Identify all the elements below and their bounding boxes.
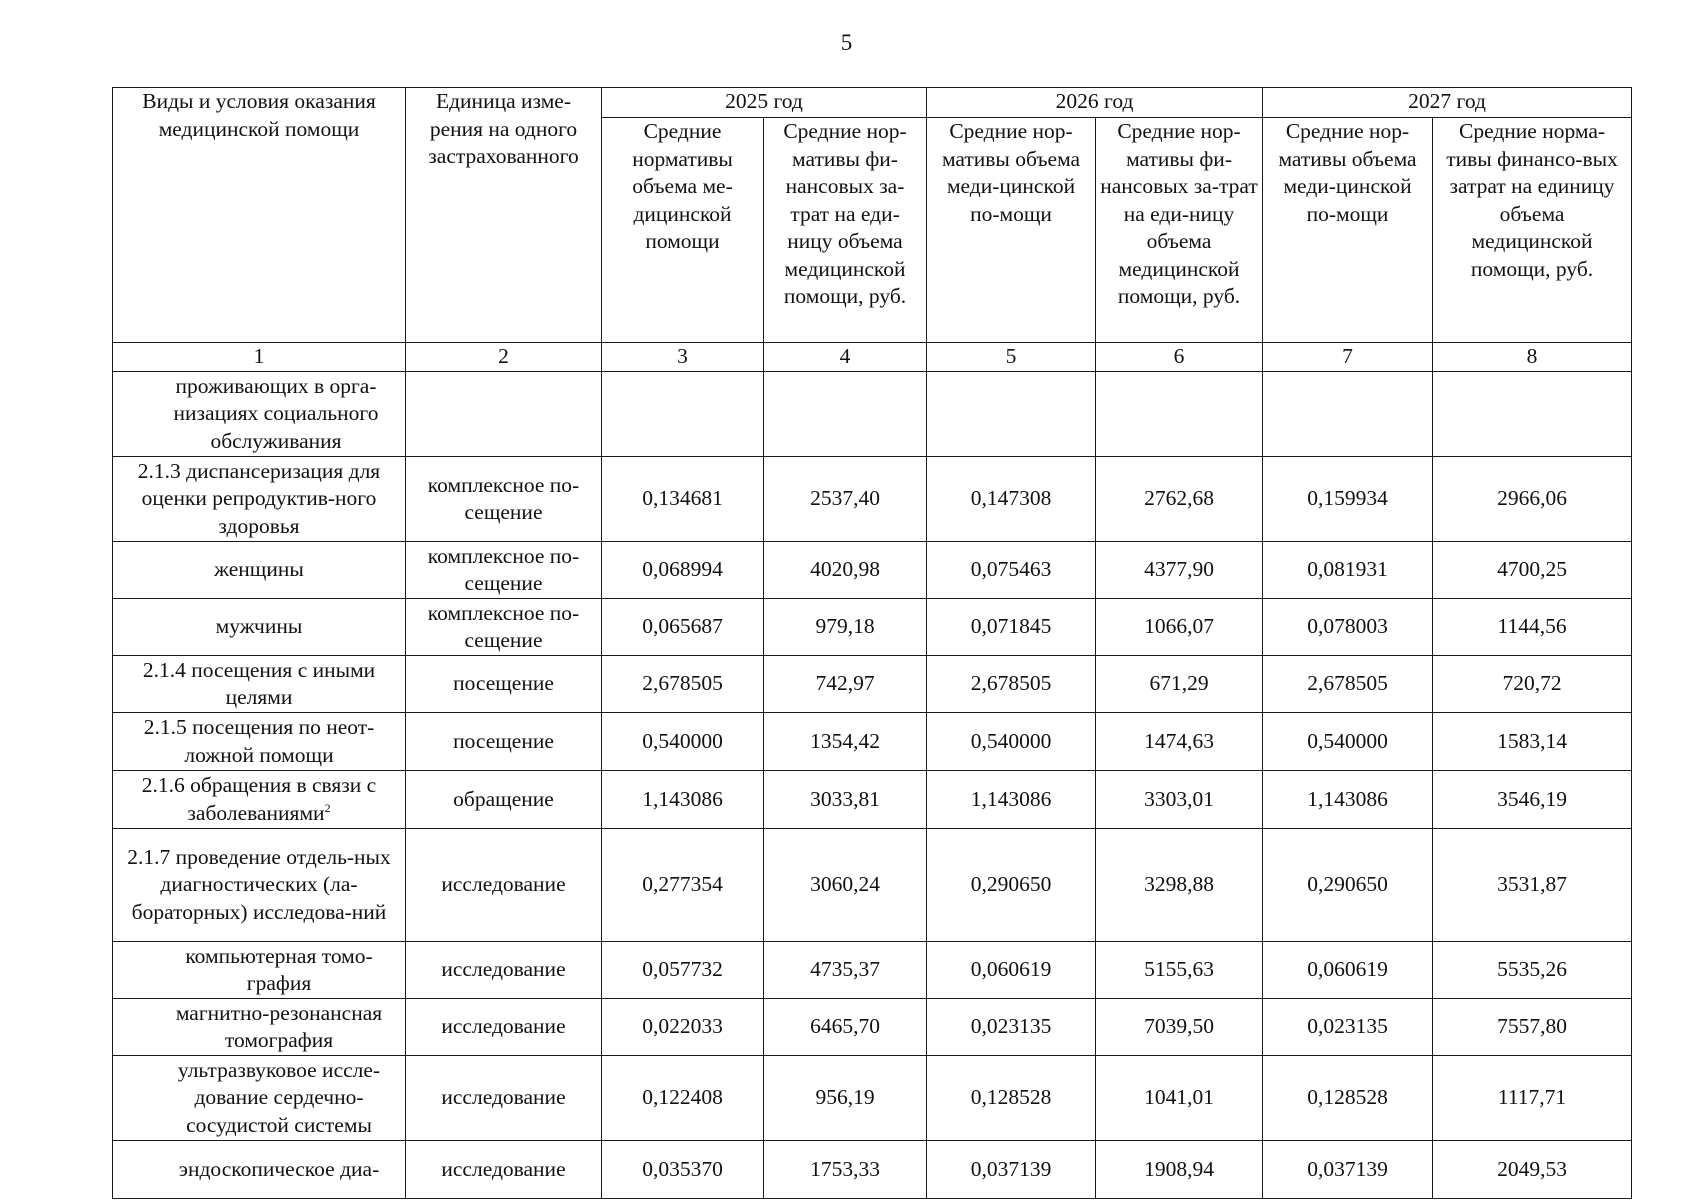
cell-value: [927, 372, 1096, 457]
header-cost-2027: Средние норма-тивы финансо-вых затрат на единицу объема медицинской помощи, руб.: [1433, 118, 1632, 343]
table-row: [113, 942, 1632, 999]
cell-value: 742,97: [764, 656, 927, 713]
table-row: [113, 829, 1632, 942]
cell-value: 0,022033: [602, 999, 764, 1056]
header-volume-2025: Средние нормативы объема ме-дицинской помощи: [602, 118, 764, 343]
header-care-types: Виды и условия оказания медицинской помощи: [113, 88, 406, 343]
row-label: проживающих в орга-низациях социального обслуживания: [113, 372, 406, 457]
cell-value: 0,290650: [927, 829, 1096, 942]
cell-value: 3033,81: [764, 771, 927, 829]
row-label-text: 2.1.6 обращения в связи с заболеваниями: [141, 773, 377, 825]
row-label: женщины: [113, 542, 406, 599]
cell-value: 1041,01: [1096, 1056, 1263, 1141]
cell-value: 2,678505: [602, 656, 764, 713]
cell-value: 0,037139: [1263, 1141, 1433, 1199]
cell-value: 0,075463: [927, 542, 1096, 599]
cell-value: 7039,50: [1096, 999, 1263, 1056]
row-label: магнитно-резонансная томография: [113, 999, 406, 1056]
cell-value: 0,540000: [927, 713, 1096, 771]
header-year-2027: 2027 год: [1263, 88, 1632, 118]
cell-value: 1117,71: [1433, 1056, 1632, 1141]
cell-value: 0,065687: [602, 599, 764, 656]
cell-value: 0,078003: [1263, 599, 1433, 656]
cell-value: 2537,40: [764, 457, 927, 542]
table-row: [113, 999, 1632, 1056]
cell-value: 3298,88: [1096, 829, 1263, 942]
cell-value: 0,540000: [1263, 713, 1433, 771]
cell-value: 4700,25: [1433, 542, 1632, 599]
cell-value: 0,128528: [927, 1056, 1096, 1141]
cell-value: 0,037139: [927, 1141, 1096, 1199]
cell-value: 1474,63: [1096, 713, 1263, 771]
cell-value: 0,071845: [927, 599, 1096, 656]
cell-value: 5535,26: [1433, 942, 1632, 999]
cell-value: [1263, 372, 1433, 457]
column-number: 7: [1263, 343, 1433, 372]
cell-value: 0,147308: [927, 457, 1096, 542]
cell-value: 0,023135: [1263, 999, 1433, 1056]
header-volume-2027: Средние нор-мативы объема меди-цинской по-мощи: [1263, 118, 1433, 343]
cell-value: 1753,33: [764, 1141, 927, 1199]
table-row: [113, 1141, 1632, 1199]
cell-value: 1583,14: [1433, 713, 1632, 771]
table-row: [113, 656, 1632, 713]
cell-value: 7557,80: [1433, 999, 1632, 1056]
cell-value: [602, 372, 764, 457]
header-year-2026: 2026 год: [927, 88, 1263, 118]
row-label: эндоскопическое диа-: [113, 1141, 406, 1199]
cell-value: [1096, 372, 1263, 457]
row-label: 2.1.7 проведение отдель-ных диагностических (ла-бораторных) исследова-ний: [113, 829, 406, 942]
cell-value: 1066,07: [1096, 599, 1263, 656]
header-unit: Единица изме-рения на одного застрахованного: [406, 88, 602, 343]
cell-value: 3060,24: [764, 829, 927, 942]
table-row: [113, 771, 1632, 829]
row-label: 2.1.3 диспансеризация для оценки репродуктив-ного здоровья: [113, 457, 406, 542]
norms-table: [112, 87, 1632, 1199]
row-unit: исследование: [406, 829, 602, 942]
row-label: ультразвуковое иссле-дование сердечно-сосудистой системы: [113, 1056, 406, 1141]
cell-value: 2762,68: [1096, 457, 1263, 542]
cell-value: 4735,37: [764, 942, 927, 999]
cell-value: 956,19: [764, 1056, 927, 1141]
cell-value: 0,159934: [1263, 457, 1433, 542]
cell-value: 5155,63: [1096, 942, 1263, 999]
table-row: [113, 542, 1632, 599]
table-row: [113, 1056, 1632, 1141]
column-number: 1: [113, 343, 406, 372]
row-unit: комплексное по-сещение: [406, 457, 602, 542]
cell-value: 1908,94: [1096, 1141, 1263, 1199]
row-unit: обращение: [406, 771, 602, 829]
column-number: 3: [602, 343, 764, 372]
table-row: [113, 599, 1632, 656]
cell-value: 979,18: [764, 599, 927, 656]
cell-value: 720,72: [1433, 656, 1632, 713]
table-row: [113, 457, 1632, 542]
column-number: 2: [406, 343, 602, 372]
cell-value: 2966,06: [1433, 457, 1632, 542]
column-number: 8: [1433, 343, 1632, 372]
cell-value: 3546,19: [1433, 771, 1632, 829]
row-unit: исследование: [406, 999, 602, 1056]
cell-value: 0,081931: [1263, 542, 1433, 599]
row-unit: [406, 372, 602, 457]
cell-value: 3303,01: [1096, 771, 1263, 829]
row-unit: исследование: [406, 942, 602, 999]
footnote-mark: 2: [324, 800, 331, 815]
table-row: [113, 372, 1632, 457]
cell-value: 1354,42: [764, 713, 927, 771]
cell-value: 0,134681: [602, 457, 764, 542]
column-number-row: [113, 343, 1632, 372]
header-cost-2026: Средние нор-мативы фи-нансовых за-трат на еди-ницу объема медицинской помощи, руб.: [1096, 118, 1263, 343]
cell-value: 0,290650: [1263, 829, 1433, 942]
cell-value: 4377,90: [1096, 542, 1263, 599]
table-row: [113, 713, 1632, 771]
cell-value: 0,057732: [602, 942, 764, 999]
cell-value: 0,060619: [1263, 942, 1433, 999]
cell-value: 1,143086: [602, 771, 764, 829]
cell-value: 671,29: [1096, 656, 1263, 713]
header-volume-2026: Средние нор-мативы объема меди-цинской по-мощи: [927, 118, 1096, 343]
row-unit: комплексное по-сещение: [406, 599, 602, 656]
cell-value: 0,277354: [602, 829, 764, 942]
row-label: 2.1.4 посещения с иными целями: [113, 656, 406, 713]
cell-value: 1,143086: [1263, 771, 1433, 829]
cell-value: 0,122408: [602, 1056, 764, 1141]
column-number: 5: [927, 343, 1096, 372]
cell-value: 4020,98: [764, 542, 927, 599]
page-number: 5: [840, 30, 853, 55]
row-unit: исследование: [406, 1141, 602, 1199]
cell-value: 6465,70: [764, 999, 927, 1056]
cell-value: 0,023135: [927, 999, 1096, 1056]
cell-value: 0,128528: [1263, 1056, 1433, 1141]
cell-value: 1,143086: [927, 771, 1096, 829]
cell-value: 0,068994: [602, 542, 764, 599]
row-unit: посещение: [406, 713, 602, 771]
cell-value: 2,678505: [927, 656, 1096, 713]
cell-value: 2049,53: [1433, 1141, 1632, 1199]
header-year-2025: 2025 год: [602, 88, 927, 118]
row-unit: посещение: [406, 656, 602, 713]
cell-value: [764, 372, 927, 457]
cell-value: 2,678505: [1263, 656, 1433, 713]
row-label: 2.1.5 посещения по неот-ложной помощи: [113, 713, 406, 771]
row-unit: комплексное по-сещение: [406, 542, 602, 599]
cell-value: 0,540000: [602, 713, 764, 771]
column-number: 4: [764, 343, 927, 372]
row-label: мужчины: [113, 599, 406, 656]
row-label: компьютерная томо-графия: [113, 942, 406, 999]
cell-value: 1144,56: [1433, 599, 1632, 656]
cell-value: 0,060619: [927, 942, 1096, 999]
cell-value: 0,035370: [602, 1141, 764, 1199]
header-cost-2025: Средние нор-мативы фи-нансовых за-трат на еди-ницу объема медицинской помощи, руб.: [764, 118, 927, 343]
row-label: [113, 771, 406, 829]
row-unit: исследование: [406, 1056, 602, 1141]
column-number: 6: [1096, 343, 1263, 372]
cell-value: 3531,87: [1433, 829, 1632, 942]
cell-value: [1433, 372, 1632, 457]
